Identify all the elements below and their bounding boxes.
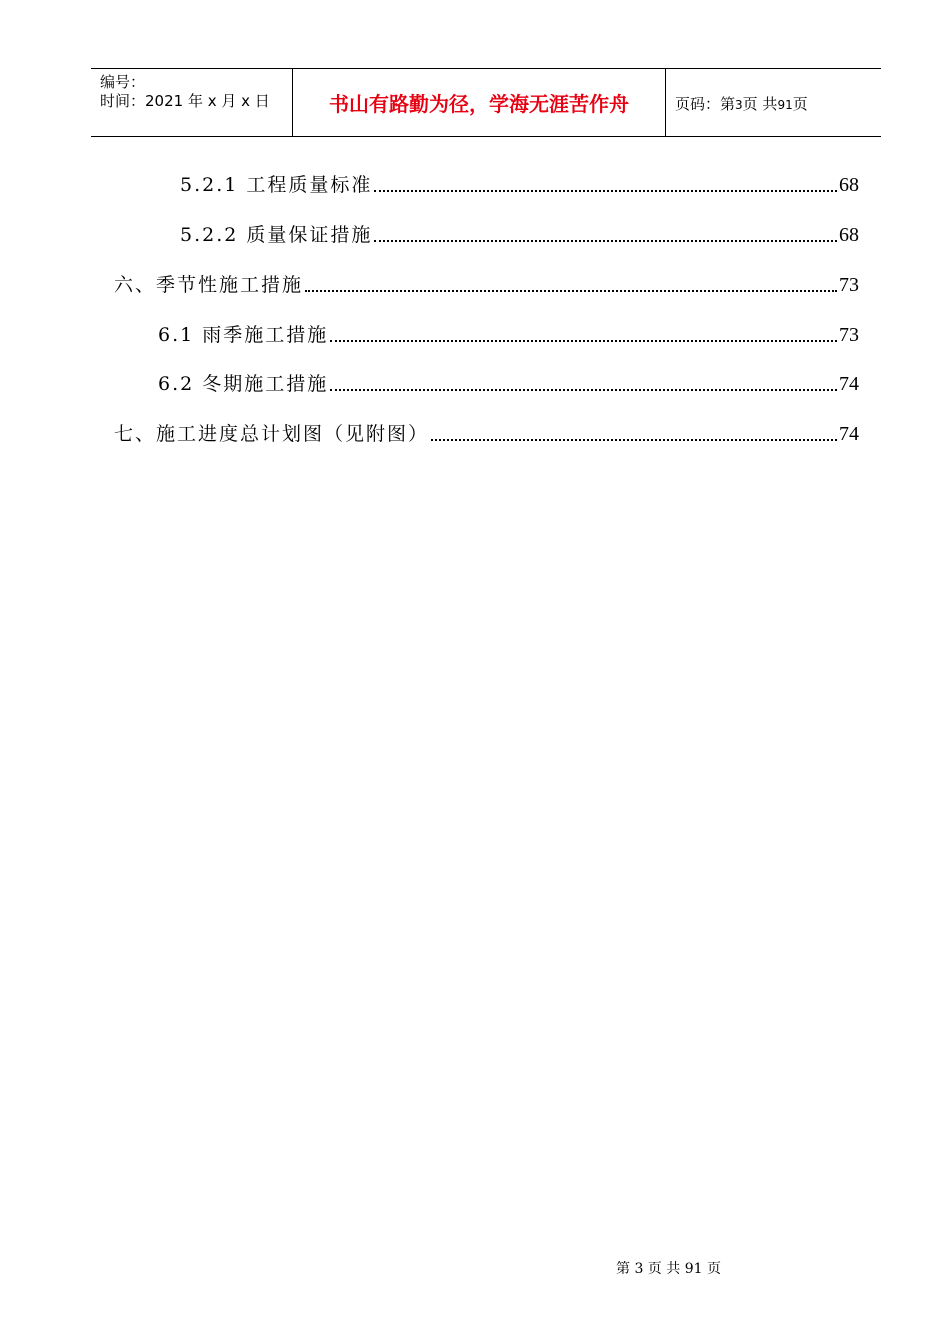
time-label: 时间：2021 年 x 月 x 日 bbox=[100, 92, 270, 110]
footer-page-count: 第 3 页 共 91 页 bbox=[616, 1261, 721, 1277]
toc-entry-page: 74 bbox=[839, 423, 859, 445]
toc-entry[interactable] bbox=[180, 222, 859, 248]
toc-leader-dots bbox=[374, 240, 837, 242]
toc-entry[interactable] bbox=[114, 421, 859, 447]
header-meta bbox=[91, 69, 293, 136]
toc-entry-page: 74 bbox=[839, 373, 859, 395]
toc-leader-dots bbox=[305, 290, 837, 292]
toc-entry-page: 73 bbox=[839, 274, 859, 296]
toc-entry-page: 73 bbox=[839, 324, 859, 346]
toc-leader-dots bbox=[330, 389, 837, 391]
page-total: 91 bbox=[777, 98, 793, 112]
toc-leader-dots bbox=[330, 340, 837, 342]
toc-entry-page: 68 bbox=[839, 224, 859, 246]
toc-entry-label: 5.2.1 工程质量标准 bbox=[180, 174, 373, 196]
toc-entry[interactable] bbox=[158, 371, 859, 397]
page-prefix: 页码：第 bbox=[675, 95, 736, 113]
toc-entry[interactable] bbox=[158, 322, 859, 348]
toc-entry[interactable] bbox=[114, 272, 859, 298]
page-suffix: 页 bbox=[792, 95, 808, 113]
page-number: 3 bbox=[735, 98, 743, 112]
toc-entry[interactable] bbox=[180, 172, 859, 198]
toc-entry-label: 6.2 冬期施工措施 bbox=[158, 373, 329, 395]
header-motto: 书山有路勤为径，学海无涯苦作舟 bbox=[293, 69, 666, 136]
toc-leader-dots bbox=[374, 190, 837, 192]
page-mid: 页 共 bbox=[742, 95, 778, 113]
page-header bbox=[91, 68, 881, 137]
serial-label: 编号： bbox=[100, 73, 146, 91]
toc-leader-dots bbox=[431, 439, 837, 441]
toc-entry-label: 6.1 雨季施工措施 bbox=[158, 324, 329, 346]
toc-entry-label: 六、季节性施工措施 bbox=[114, 274, 304, 296]
header-page-info bbox=[666, 69, 881, 136]
toc-entry-label: 七、施工进度总计划图（见附图） bbox=[114, 423, 430, 445]
toc-entry-page: 68 bbox=[839, 174, 859, 196]
toc-entry-label: 5.2.2 质量保证措施 bbox=[180, 224, 373, 246]
